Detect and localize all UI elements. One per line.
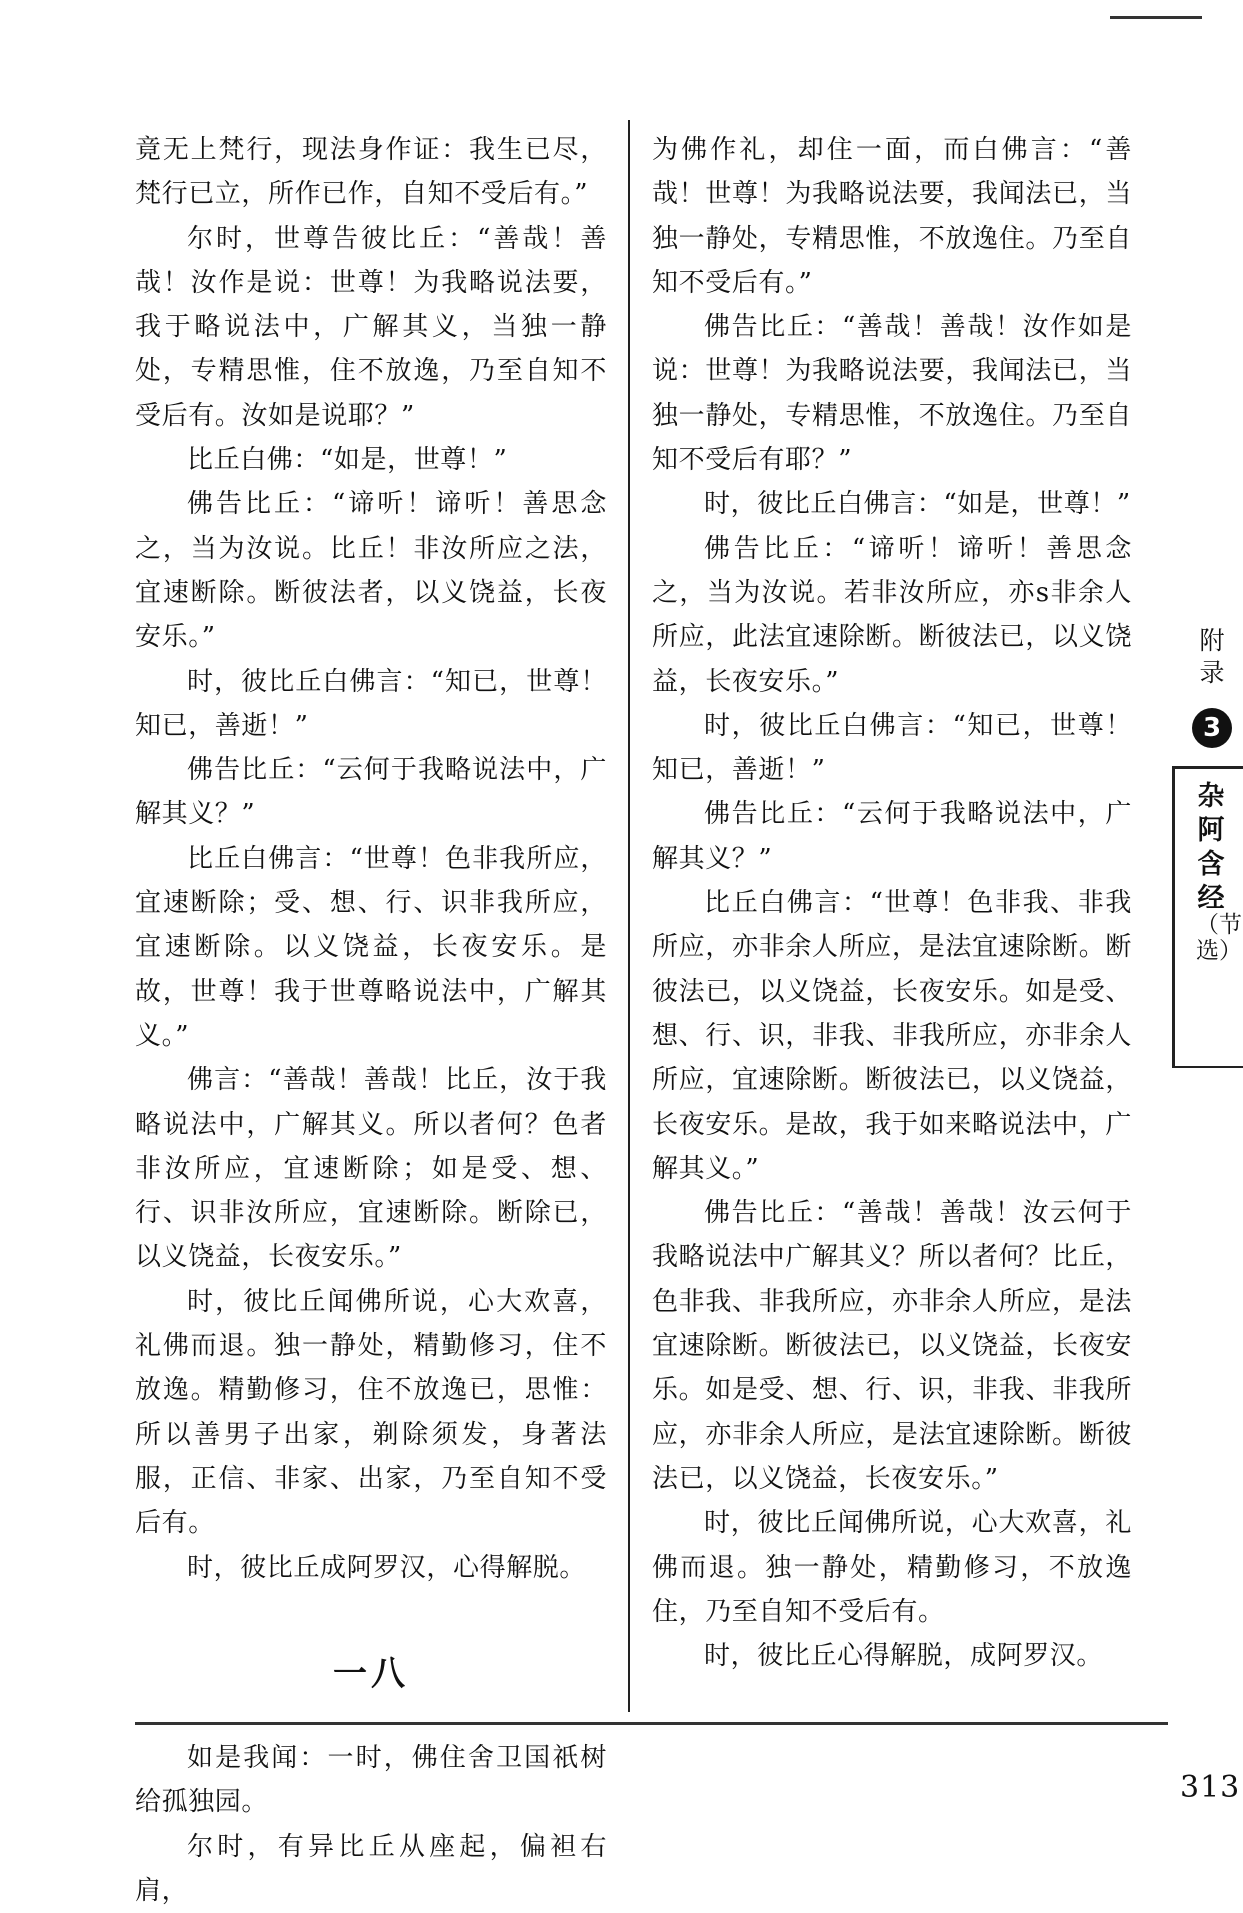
left-column [135, 128, 607, 1913]
paragraph: 佛告比丘：“云何于我略说法中，广解其义？” [135, 755, 607, 830]
paragraph: 佛告比丘：“善哉！善哉！汝云何于我略说法中广解其义？所以者何？比丘，色非我、非我所应，亦非余人所应，是法宜速除断。断彼法已，以义饶益，长夜安乐。如是受、想、行、识，非我、非我所应，亦非余人所应，是法宜速除断。断彼法已，以义饶益，长夜安乐。” [652, 1198, 1132, 1494]
bottom-rule [135, 1722, 1168, 1725]
sidebar-rule [1172, 1066, 1243, 1068]
paragraph: 尔时，世尊告彼比丘：“善哉！善哉！汝作是说：世尊！为我略说法要，我于略说法中，广解其义，当独一静处，专精思惟，住不放逸，乃至自知不受后有。汝如是说耶？” [135, 223, 607, 431]
paragraph: 佛告比丘：“谛听！谛听！善思念之，当为汝说。比丘！非汝所应之法，宜速断除。断彼法者，以义饶益，长夜安乐。” [135, 489, 607, 653]
paragraph: 佛告比丘：“善哉！善哉！汝作如是说：世尊！为我略说法要，我闻法已，当独一静处，专精思惟，不放逸住。乃至自知不受后有耶？” [652, 312, 1132, 476]
column-divider [628, 120, 630, 1712]
paragraph: 比丘白佛言：“世尊！色非我所应，宜速断除；受、想、行、识非我所应，宜速断除。以义饶益，长夜安乐。是故，世尊！我于世尊略说法中，广解其义。” [135, 843, 607, 1051]
paragraph: 时，彼比丘成阿罗汉，心得解脱。 [187, 1552, 587, 1583]
paragraph: 佛告比丘：“谛听！谛听！善思念之，当为汝说。若非汝所应，亦s非余人所应，此法宜速除断。断彼法已，以义饶益，长夜安乐。” [652, 533, 1132, 697]
paragraph: 竟无上梵行，现法身作证：我生已尽，梵行已立，所作已作，自知不受后有。” [135, 135, 607, 210]
paragraph: 为佛作礼，却住一面，而白佛言：“善哉！世尊！为我略说法要，我闻法已，当独一静处，专精思惟，不放逸住。乃至自知不受后有。” [652, 135, 1132, 298]
paragraph: 时，彼比丘闻佛所说，心大欢喜，礼佛而退。独一静处，精勤修习，住不放逸。精勤修习，住不放逸已，思惟：所以善男子出家，剃除须发，身著法服，正信、非家、出家，乃至自知不受后有。 [135, 1286, 607, 1539]
paragraph: 时，彼比丘白佛言：“知已，世尊！知已，善逝！” [135, 666, 607, 741]
appendix-number-badge: 3 [1192, 708, 1232, 748]
paragraph: 如是我闻：一时，佛住舍卫国祇树给孤独园。 [135, 1743, 607, 1818]
paragraph: 比丘白佛：“如是，世尊！” [187, 445, 508, 476]
paragraph: 佛告比丘：“云何于我略说法中，广解其义？” [652, 799, 1132, 874]
book-title: 杂阿含经 [1197, 781, 1225, 914]
right-column [652, 128, 1132, 1678]
sidebar-rule [1172, 766, 1243, 769]
page-number: 313 [1180, 1770, 1241, 1805]
paragraph: 比丘白佛言：“世尊！色非我、非我所应，亦非余人所应，是法宜速除断。断彼法已，以义饶益，长夜安乐。如是受、想、行、识，非我、非我所应，亦非余人所应，宜速除断。断彼法已，以义饶益，长夜安乐。是故，我于如来略说法中，广解其义。” [652, 888, 1132, 1184]
paragraph: 时，彼比丘白佛言：“知已，世尊！知已，善逝！” [652, 710, 1132, 786]
section-heading: 一八 [333, 1653, 409, 1694]
top-rule [1110, 16, 1202, 19]
paragraph: 时，彼比丘白佛言：“如是，世尊！” [704, 489, 1131, 520]
book-subtitle: （节选） [1196, 912, 1242, 964]
paragraph: 时，彼比丘心得解脱，成阿罗汉。 [704, 1641, 1104, 1672]
paragraph: 时，彼比丘闻佛所说，心大欢喜，礼佛而退。独一静处，精勤修习，不放逸住，乃至自知不受后有。 [652, 1508, 1132, 1627]
sidebar-rule [1172, 766, 1175, 1066]
paragraph: 尔时，有异比丘从座起，偏袒右肩， [135, 1831, 607, 1906]
appendix-label: 附录 [1199, 626, 1225, 687]
paragraph: 佛言：“善哉！善哉！比丘，汝于我略说法中，广解其义。所以者何？色者非汝所应，宜速断除；如是受、想、行、识非汝所应，宜速断除。断除已，以义饶益，长夜安乐。” [135, 1065, 607, 1273]
